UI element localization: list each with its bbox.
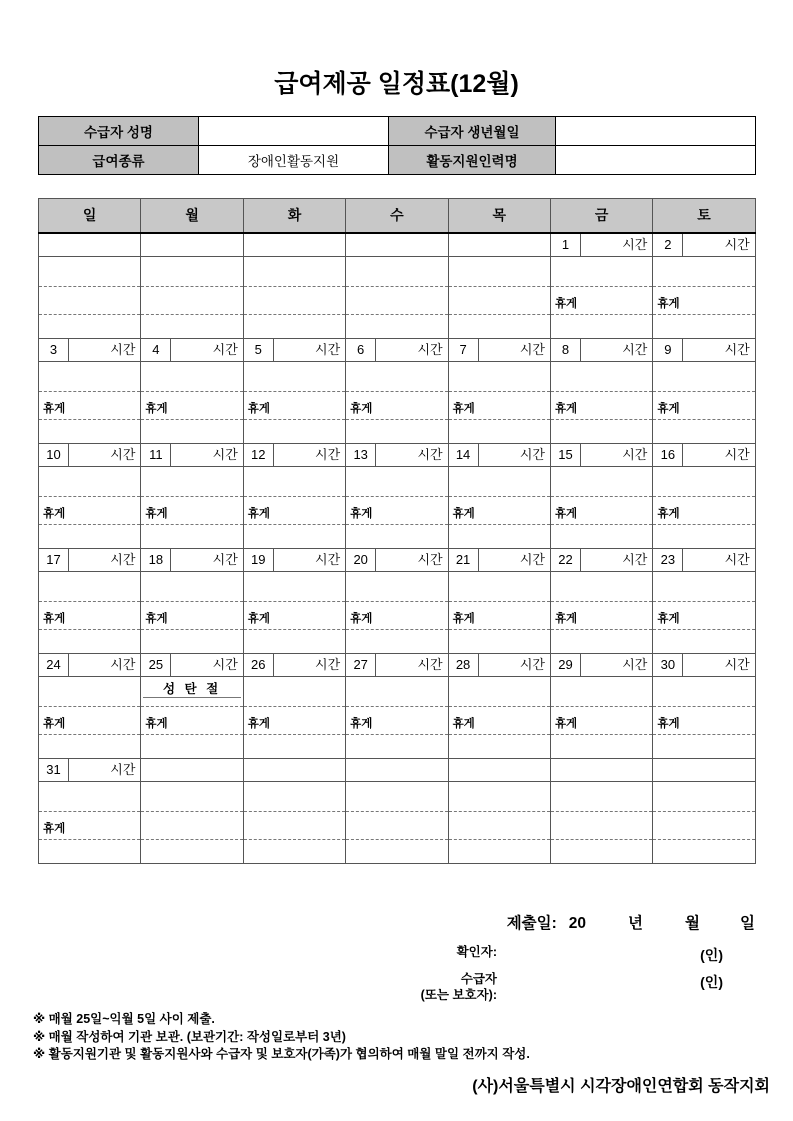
recipient-signature-label xyxy=(421,972,497,1003)
day-extra-field[interactable] xyxy=(551,735,652,758)
day-schedule-field[interactable] xyxy=(346,782,447,812)
day-extra-field[interactable] xyxy=(39,840,140,863)
info-row-name xyxy=(39,117,756,146)
day-rest-field[interactable] xyxy=(141,287,242,315)
day-schedule-field[interactable] xyxy=(39,782,140,812)
day-extra-field[interactable] xyxy=(39,315,140,338)
day-rest-field[interactable]: 휴게 xyxy=(346,392,447,420)
day-schedule-field[interactable] xyxy=(244,782,345,812)
calendar-day-cell[interactable] xyxy=(243,443,345,548)
day-schedule-field[interactable] xyxy=(653,572,754,602)
calendar-day-cell[interactable] xyxy=(653,548,755,653)
day-schedule-field[interactable] xyxy=(653,362,754,392)
calendar-day-cell[interactable] xyxy=(39,548,141,653)
day-hours-field[interactable]: 시간 xyxy=(110,447,136,462)
day-number: 8 xyxy=(551,339,581,362)
day-number xyxy=(449,234,479,257)
day-number xyxy=(653,759,683,782)
day-schedule-field[interactable] xyxy=(39,572,140,602)
day-extra-field[interactable] xyxy=(39,630,140,653)
day-extra-field[interactable] xyxy=(141,525,242,548)
day-schedule-field[interactable] xyxy=(346,677,447,707)
calendar-day-cell[interactable] xyxy=(346,338,448,443)
day-schedule-field[interactable] xyxy=(346,257,447,287)
day-schedule-field[interactable] xyxy=(551,782,652,812)
day-rest-field[interactable]: 휴게 xyxy=(346,497,447,525)
day-rest-field[interactable] xyxy=(244,287,345,315)
day-schedule-field[interactable] xyxy=(551,257,652,287)
day-rest-field[interactable]: 휴게 xyxy=(141,602,242,630)
day-schedule-field[interactable] xyxy=(39,362,140,392)
day-hours-field[interactable]: 시간 xyxy=(315,342,341,357)
calendar-day-cell[interactable] xyxy=(39,443,141,548)
day-extra-field[interactable] xyxy=(346,630,447,653)
submission-date-line xyxy=(0,911,755,933)
day-number xyxy=(141,759,171,782)
day-number: 21 xyxy=(449,549,479,572)
day-rest-field[interactable]: 휴게 xyxy=(653,497,754,525)
day-hours-field[interactable] xyxy=(274,234,345,257)
day-extra-field[interactable] xyxy=(653,420,754,443)
holiday-label: 성 탄 절 xyxy=(143,677,240,698)
day-rest-field[interactable] xyxy=(346,287,447,315)
day-hours-field[interactable] xyxy=(376,759,447,782)
day-extra-field[interactable] xyxy=(449,840,550,863)
day-extra-field[interactable] xyxy=(653,525,754,548)
submit-unit-month: 월 xyxy=(685,915,701,932)
day-number: 19 xyxy=(244,549,274,572)
day-rest-field[interactable]: 휴게 xyxy=(551,392,652,420)
day-number: 15 xyxy=(551,444,581,467)
day-hours-field[interactable]: 시간 xyxy=(110,762,136,777)
label-support-worker-name: 활동지원인력명 xyxy=(389,146,556,175)
day-rest-field[interactable]: 휴게 xyxy=(346,707,447,735)
calendar-day-cell[interactable] xyxy=(346,548,448,653)
day-number: 5 xyxy=(244,339,274,362)
day-schedule-field[interactable] xyxy=(449,782,550,812)
label-recipient-birthdate: 수급자 생년월일 xyxy=(389,117,556,146)
day-extra-field[interactable] xyxy=(244,630,345,653)
calendar-empty-cell[interactable] xyxy=(243,233,345,339)
day-schedule-field[interactable] xyxy=(39,467,140,497)
day-rest-field[interactable] xyxy=(653,812,754,840)
day-extra-field[interactable] xyxy=(141,315,242,338)
day-rest-field[interactable]: 휴게 xyxy=(653,287,754,315)
dow-header-fri: 금 xyxy=(550,199,652,233)
day-schedule-field[interactable] xyxy=(141,257,242,287)
day-hours-field[interactable]: 시간 xyxy=(417,657,443,672)
day-rest-field[interactable]: 휴게 xyxy=(551,602,652,630)
calendar-day-cell[interactable] xyxy=(141,443,243,548)
day-hours-field[interactable]: 시간 xyxy=(315,552,341,567)
day-schedule-field[interactable] xyxy=(141,467,242,497)
day-hours-field[interactable]: 시간 xyxy=(315,657,341,672)
day-schedule-field[interactable] xyxy=(141,362,242,392)
calendar-day-cell[interactable] xyxy=(448,443,550,548)
day-schedule-field[interactable] xyxy=(551,677,652,707)
day-rest-field[interactable]: 휴게 xyxy=(141,707,242,735)
calendar-day-cell[interactable] xyxy=(141,548,243,653)
day-number: 12 xyxy=(244,444,274,467)
day-number xyxy=(551,759,581,782)
day-number: 9 xyxy=(653,339,683,362)
day-rest-field[interactable]: 휴게 xyxy=(449,602,550,630)
recipient-info-table xyxy=(38,116,756,175)
day-number: 27 xyxy=(346,654,376,677)
calendar-day-cell[interactable] xyxy=(141,653,243,758)
day-rest-field[interactable]: 휴게 xyxy=(244,392,345,420)
day-rest-field[interactable]: 휴게 xyxy=(551,497,652,525)
calendar-day-cell[interactable] xyxy=(346,443,448,548)
day-hours-field[interactable]: 시간 xyxy=(519,657,545,672)
dow-header-sun: 일 xyxy=(39,199,141,233)
note-line-2: ※ 매월 작성하여 기관 보관. (보관기간: 작성일로부터 3년) xyxy=(33,1029,346,1044)
value-recipient-name[interactable] xyxy=(199,117,389,146)
day-schedule-field[interactable] xyxy=(653,782,754,812)
day-hours-field[interactable] xyxy=(171,234,242,257)
calendar-day-cell[interactable] xyxy=(39,758,141,863)
day-extra-field[interactable] xyxy=(244,525,345,548)
day-extra-field[interactable] xyxy=(449,525,550,548)
day-hours-field[interactable]: 시간 xyxy=(212,657,238,672)
day-rest-field[interactable] xyxy=(141,812,242,840)
day-hours-field[interactable]: 시간 xyxy=(724,237,750,252)
day-rest-field[interactable]: 휴게 xyxy=(39,812,140,840)
day-number xyxy=(449,759,479,782)
day-extra-field[interactable] xyxy=(346,525,447,548)
day-rest-field[interactable]: 휴게 xyxy=(449,707,550,735)
day-rest-field[interactable]: 휴게 xyxy=(39,707,140,735)
calendar-day-cell[interactable] xyxy=(346,653,448,758)
day-number: 24 xyxy=(39,654,69,677)
dow-header-tue: 화 xyxy=(243,199,345,233)
day-number: 20 xyxy=(346,549,376,572)
calendar-empty-cell[interactable] xyxy=(550,758,652,863)
dow-header-thu: 목 xyxy=(448,199,550,233)
submit-unit-day: 일 xyxy=(740,915,755,932)
calendar-body xyxy=(39,233,756,864)
calendar-day-cell[interactable] xyxy=(550,338,652,443)
calendar-empty-cell[interactable] xyxy=(141,758,243,863)
day-schedule-field[interactable] xyxy=(244,572,345,602)
day-hours-field[interactable]: 시간 xyxy=(724,447,750,462)
day-extra-field[interactable] xyxy=(449,420,550,443)
footer-notes xyxy=(33,1011,530,1064)
day-schedule-field[interactable] xyxy=(244,362,345,392)
day-hours-field[interactable] xyxy=(69,234,140,257)
day-extra-field[interactable] xyxy=(551,840,652,863)
day-number: 16 xyxy=(653,444,683,467)
day-extra-field[interactable] xyxy=(449,315,550,338)
day-hours-field[interactable]: 시간 xyxy=(417,447,443,462)
day-schedule-field[interactable] xyxy=(449,572,550,602)
day-rest-field[interactable]: 휴게 xyxy=(346,602,447,630)
day-hours-field[interactable]: 시간 xyxy=(622,237,648,252)
day-extra-field[interactable] xyxy=(653,735,754,758)
day-extra-field[interactable] xyxy=(244,315,345,338)
day-number: 25 xyxy=(141,654,171,677)
day-schedule-field[interactable] xyxy=(39,257,140,287)
day-number: 14 xyxy=(449,444,479,467)
day-hours-field[interactable]: 시간 xyxy=(622,657,648,672)
recipient-label-line2: (또는 보호자): xyxy=(420,987,497,1002)
calendar-week-row xyxy=(39,653,756,758)
day-extra-field[interactable] xyxy=(39,420,140,443)
day-rest-field[interactable]: 휴게 xyxy=(551,287,652,315)
calendar-day-cell[interactable] xyxy=(243,548,345,653)
day-extra-field[interactable] xyxy=(346,840,447,863)
day-rest-field[interactable]: 휴게 xyxy=(653,707,754,735)
day-schedule-field[interactable] xyxy=(346,467,447,497)
day-rest-field[interactable] xyxy=(39,287,140,315)
confirmer-seal-mark: (인) xyxy=(700,947,723,963)
day-hours-field[interactable] xyxy=(479,234,550,257)
calendar-empty-cell[interactable] xyxy=(653,758,755,863)
day-hours-field[interactable]: 시간 xyxy=(110,552,136,567)
page-title: 급여제공 일정표(12월) xyxy=(274,70,519,98)
day-number xyxy=(346,234,376,257)
day-number: 1 xyxy=(551,234,581,257)
day-hours-field[interactable]: 시간 xyxy=(417,552,443,567)
day-hours-field[interactable]: 시간 xyxy=(315,447,341,462)
day-hours-field[interactable] xyxy=(171,759,242,782)
day-schedule-field[interactable] xyxy=(449,257,550,287)
day-number: 3 xyxy=(39,339,69,362)
calendar-empty-cell[interactable] xyxy=(141,233,243,339)
day-rest-field[interactable] xyxy=(346,812,447,840)
day-hours-field[interactable] xyxy=(479,759,550,782)
calendar-day-cell[interactable] xyxy=(448,653,550,758)
day-number: 23 xyxy=(653,549,683,572)
day-extra-field[interactable] xyxy=(449,630,550,653)
value-support-worker-name[interactable] xyxy=(556,146,756,175)
dow-header-wed: 수 xyxy=(346,199,448,233)
calendar-header-row xyxy=(39,199,756,233)
day-rest-field[interactable]: 휴게 xyxy=(449,392,550,420)
day-schedule-field[interactable] xyxy=(141,572,242,602)
day-extra-field[interactable] xyxy=(244,840,345,863)
label-service-type: 급여종류 xyxy=(39,146,199,175)
calendar-day-cell[interactable] xyxy=(550,653,652,758)
calendar-empty-cell[interactable] xyxy=(39,233,141,339)
day-extra-field[interactable] xyxy=(141,630,242,653)
day-number: 30 xyxy=(653,654,683,677)
day-number: 28 xyxy=(449,654,479,677)
day-extra-field[interactable] xyxy=(551,630,652,653)
day-extra-field[interactable] xyxy=(244,420,345,443)
day-hours-field[interactable] xyxy=(581,759,652,782)
day-schedule-field[interactable] xyxy=(141,782,242,812)
day-schedule-field[interactable] xyxy=(551,467,652,497)
calendar-day-cell[interactable] xyxy=(550,548,652,653)
day-hours-field[interactable]: 시간 xyxy=(417,342,443,357)
day-hours-field[interactable] xyxy=(274,759,345,782)
day-schedule-field[interactable] xyxy=(346,362,447,392)
day-hours-field[interactable] xyxy=(376,234,447,257)
day-rest-field[interactable]: 휴게 xyxy=(653,602,754,630)
day-number: 18 xyxy=(141,549,171,572)
day-number xyxy=(244,759,274,782)
calendar-day-cell[interactable] xyxy=(141,338,243,443)
day-rest-field[interactable]: 휴게 xyxy=(39,602,140,630)
day-extra-field[interactable] xyxy=(141,735,242,758)
note-line-3: ※ 활동지원기관 및 활동지원사와 수급자 및 보호자(가족)가 협의하여 매월 말일 전까지 작성. xyxy=(33,1047,530,1061)
day-rest-field[interactable] xyxy=(449,287,550,315)
submit-year-prefix[interactable]: 20 xyxy=(568,915,587,932)
calendar-week-row xyxy=(39,338,756,443)
day-hours-field[interactable]: 시간 xyxy=(110,657,136,672)
day-number xyxy=(244,234,274,257)
recipient-label-line1: 수급자 xyxy=(460,972,497,986)
day-extra-field[interactable] xyxy=(244,735,345,758)
day-schedule-field[interactable] xyxy=(653,257,754,287)
day-number: 13 xyxy=(346,444,376,467)
day-rest-field[interactable]: 휴게 xyxy=(244,497,345,525)
day-schedule-field[interactable] xyxy=(449,677,550,707)
day-extra-field[interactable] xyxy=(141,840,242,863)
calendar-empty-cell[interactable] xyxy=(243,758,345,863)
day-hours-field[interactable]: 시간 xyxy=(724,342,750,357)
calendar-day-cell[interactable] xyxy=(39,338,141,443)
dow-header-sat: 토 xyxy=(653,199,755,233)
calendar-day-cell[interactable] xyxy=(243,338,345,443)
day-extra-field[interactable] xyxy=(39,735,140,758)
day-schedule-field[interactable] xyxy=(449,467,550,497)
day-extra-field[interactable] xyxy=(449,735,550,758)
day-schedule-field[interactable] xyxy=(449,362,550,392)
note-line-1: ※ 매월 25일~익월 5일 사이 제출. xyxy=(33,1012,215,1026)
calendar-empty-cell[interactable] xyxy=(448,233,550,339)
day-hours-field[interactable]: 시간 xyxy=(110,342,136,357)
day-number xyxy=(346,759,376,782)
day-number: 17 xyxy=(39,549,69,572)
day-number: 2 xyxy=(653,234,683,257)
calendar-day-cell[interactable] xyxy=(550,233,652,339)
label-recipient-name: 수급자 성명 xyxy=(39,117,199,146)
day-rest-field[interactable]: 휴게 xyxy=(39,497,140,525)
day-extra-field[interactable] xyxy=(653,630,754,653)
day-rest-field[interactable]: 휴게 xyxy=(39,392,140,420)
day-hours-field[interactable]: 시간 xyxy=(519,447,545,462)
value-recipient-birthdate[interactable] xyxy=(556,117,756,146)
calendar-empty-cell[interactable] xyxy=(346,758,448,863)
day-extra-field[interactable] xyxy=(346,315,447,338)
day-hours-field[interactable]: 시간 xyxy=(622,552,648,567)
day-number: 7 xyxy=(449,339,479,362)
info-row-service xyxy=(39,146,756,175)
day-hours-field[interactable]: 시간 xyxy=(212,552,238,567)
day-schedule-field[interactable] xyxy=(653,467,754,497)
day-rest-field[interactable]: 휴게 xyxy=(141,392,242,420)
day-rest-field[interactable]: 휴게 xyxy=(244,707,345,735)
day-rest-field[interactable]: 휴게 xyxy=(449,497,550,525)
day-number: 26 xyxy=(244,654,274,677)
organization-name: (사)서울특별시 시각장애인연합회 동작지회 xyxy=(472,1078,770,1095)
day-rest-field[interactable]: 휴게 xyxy=(653,392,754,420)
calendar-day-cell[interactable] xyxy=(448,548,550,653)
schedule-calendar-table xyxy=(38,198,756,864)
day-hours-field[interactable]: 시간 xyxy=(519,552,545,567)
day-extra-field[interactable] xyxy=(653,840,754,863)
calendar-day-cell[interactable] xyxy=(653,653,755,758)
day-number: 10 xyxy=(39,444,69,467)
day-number: 6 xyxy=(346,339,376,362)
calendar-day-cell[interactable] xyxy=(550,443,652,548)
day-number: 4 xyxy=(141,339,171,362)
day-hours-field[interactable]: 시간 xyxy=(212,447,238,462)
day-rest-field[interactable] xyxy=(449,812,550,840)
calendar-week-row xyxy=(39,758,756,863)
day-extra-field[interactable] xyxy=(346,420,447,443)
calendar-day-cell[interactable] xyxy=(653,338,755,443)
day-hours-field[interactable]: 시간 xyxy=(622,342,648,357)
day-extra-field[interactable] xyxy=(551,525,652,548)
calendar-day-cell[interactable] xyxy=(243,653,345,758)
day-hours-field[interactable]: 시간 xyxy=(622,447,648,462)
day-extra-field[interactable] xyxy=(551,420,652,443)
day-rest-field[interactable] xyxy=(551,812,652,840)
calendar-day-cell[interactable] xyxy=(653,443,755,548)
day-schedule-field[interactable] xyxy=(39,677,140,707)
submit-label: 제출일: xyxy=(506,915,557,932)
calendar-day-cell[interactable] xyxy=(653,233,755,339)
day-rest-field[interactable]: 휴게 xyxy=(141,497,242,525)
confirmer-label: 확인자: xyxy=(456,945,497,959)
day-extra-field[interactable] xyxy=(39,525,140,548)
day-hours-field[interactable]: 시간 xyxy=(212,342,238,357)
calendar-day-cell[interactable] xyxy=(448,338,550,443)
day-rest-field[interactable] xyxy=(244,812,345,840)
day-number xyxy=(141,234,171,257)
day-schedule-field[interactable] xyxy=(653,677,754,707)
calendar-week-row xyxy=(39,443,756,548)
day-rest-field[interactable]: 휴게 xyxy=(244,602,345,630)
day-rest-field[interactable]: 휴게 xyxy=(551,707,652,735)
calendar-week-row xyxy=(39,233,756,339)
day-number: 31 xyxy=(39,759,69,782)
day-extra-field[interactable] xyxy=(346,735,447,758)
day-hours-field[interactable]: 시간 xyxy=(724,552,750,567)
day-schedule-field[interactable] xyxy=(551,572,652,602)
value-service-type[interactable]: 장애인활동지원 xyxy=(199,146,389,175)
day-number: 11 xyxy=(141,444,171,467)
day-extra-field[interactable] xyxy=(653,315,754,338)
day-number xyxy=(39,234,69,257)
day-hours-field[interactable]: 시간 xyxy=(724,657,750,672)
day-schedule-field[interactable] xyxy=(244,257,345,287)
calendar-week-row xyxy=(39,548,756,653)
day-schedule-field[interactable] xyxy=(346,572,447,602)
day-hours-field[interactable] xyxy=(683,759,754,782)
dow-header-mon: 월 xyxy=(141,199,243,233)
recipient-seal-mark: (인) xyxy=(700,974,723,990)
day-schedule-field[interactable] xyxy=(244,467,345,497)
calendar-empty-cell[interactable] xyxy=(346,233,448,339)
day-extra-field[interactable] xyxy=(551,315,652,338)
submit-unit-year: 년 xyxy=(628,915,644,932)
day-number: 29 xyxy=(551,654,581,677)
day-schedule-field[interactable] xyxy=(551,362,652,392)
day-schedule-field[interactable] xyxy=(141,677,242,707)
calendar-day-cell[interactable] xyxy=(39,653,141,758)
day-hours-field[interactable]: 시간 xyxy=(519,342,545,357)
day-number: 22 xyxy=(551,549,581,572)
day-schedule-field[interactable] xyxy=(244,677,345,707)
calendar-empty-cell[interactable] xyxy=(448,758,550,863)
day-extra-field[interactable] xyxy=(141,420,242,443)
